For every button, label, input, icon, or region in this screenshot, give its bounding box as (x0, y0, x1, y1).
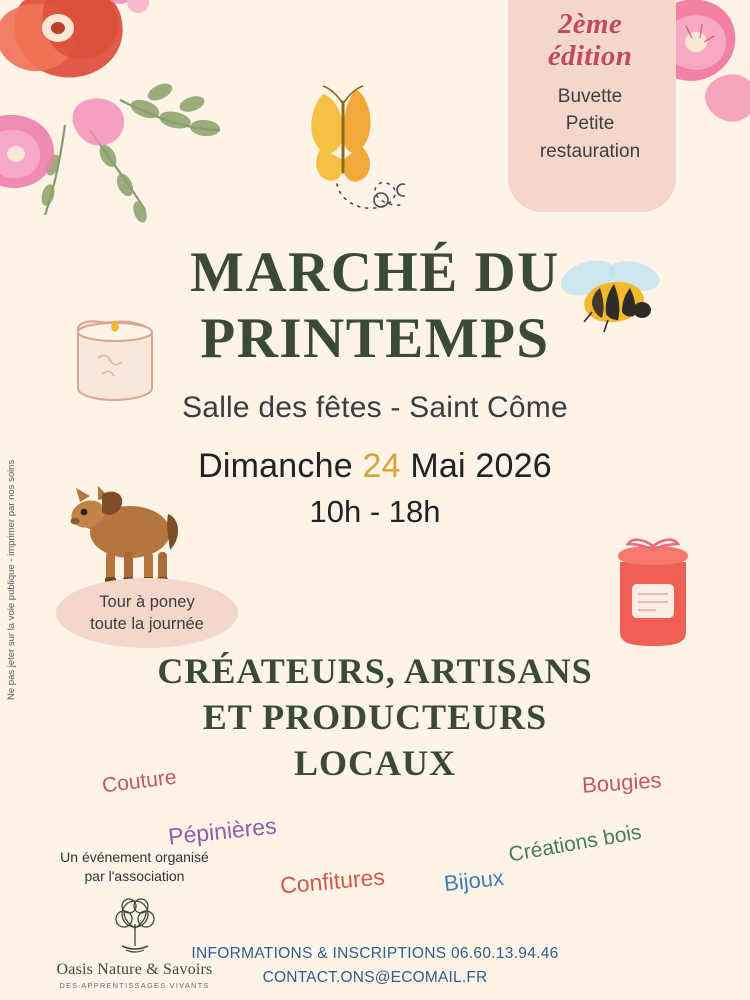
footer-contact (0, 942, 750, 990)
pony-badge-line2: toute la journée (90, 615, 204, 633)
hours-text: 10h - 18h (309, 494, 441, 530)
subtitle-line3: LOCAUX (293, 743, 456, 784)
footer-line2: CONTACT.ONS@ECOMAIL.FR (262, 968, 488, 986)
association-name: Oasis Nature & Savoirs (56, 960, 213, 978)
badge-edition-line2: édition (547, 40, 633, 73)
date-day: 24 (362, 447, 401, 486)
association-line1: Un événement organisé (60, 849, 209, 865)
association-line2: par l'association (84, 867, 185, 884)
pony-ride-badge (56, 578, 238, 648)
legal-note: Ne pas jeter sur la voie publique - imprimer par nos soins (6, 459, 17, 700)
butterfly-icon (285, 80, 405, 220)
date-suffix: Mai 2026 (400, 447, 552, 486)
badge-sub-line2: Petite (565, 113, 615, 135)
jam-jar-icon (598, 532, 708, 652)
tag-couture: Couture (100, 765, 178, 798)
edition-badge-text (490, 0, 690, 166)
tag-confitures: Confitures (279, 863, 386, 899)
footer-line1: INFORMATIONS & INSCRIPTIONS 06.60.13.94.46 (191, 944, 559, 962)
subtitle-line1: CRÉATEURS, ARTISANS (157, 651, 593, 691)
pony-icon (58, 478, 188, 593)
venue-text: Salle des fêtes - Saint Côme (182, 391, 568, 425)
association-tagline: DES APPRENTISSAGES VIVANTS (59, 980, 210, 990)
badge-edition-line1: 2ème (557, 8, 622, 40)
tag-bougies: Bougies (581, 767, 663, 798)
title-line1: MARCHÉ DU (190, 241, 560, 304)
tag-pepinieres: Pépinières (166, 812, 278, 850)
subtitle-line2: ET PRODUCTEURS (202, 697, 548, 738)
tag-bijoux: Bijoux (442, 864, 506, 897)
tag-creations-bois: Créations bois (506, 820, 644, 867)
page-title (0, 240, 750, 371)
title-line2: PRINTEMPS (200, 306, 550, 370)
watercolor-flowers-decoration (0, 0, 300, 260)
pony-badge-line1: Tour à poney (99, 592, 195, 611)
badge-sub-line3: restauration (539, 141, 641, 163)
subtitle (0, 648, 750, 786)
badge-sub-line1: Buvette (557, 85, 623, 107)
date-prefix: Dimanche (198, 447, 363, 486)
